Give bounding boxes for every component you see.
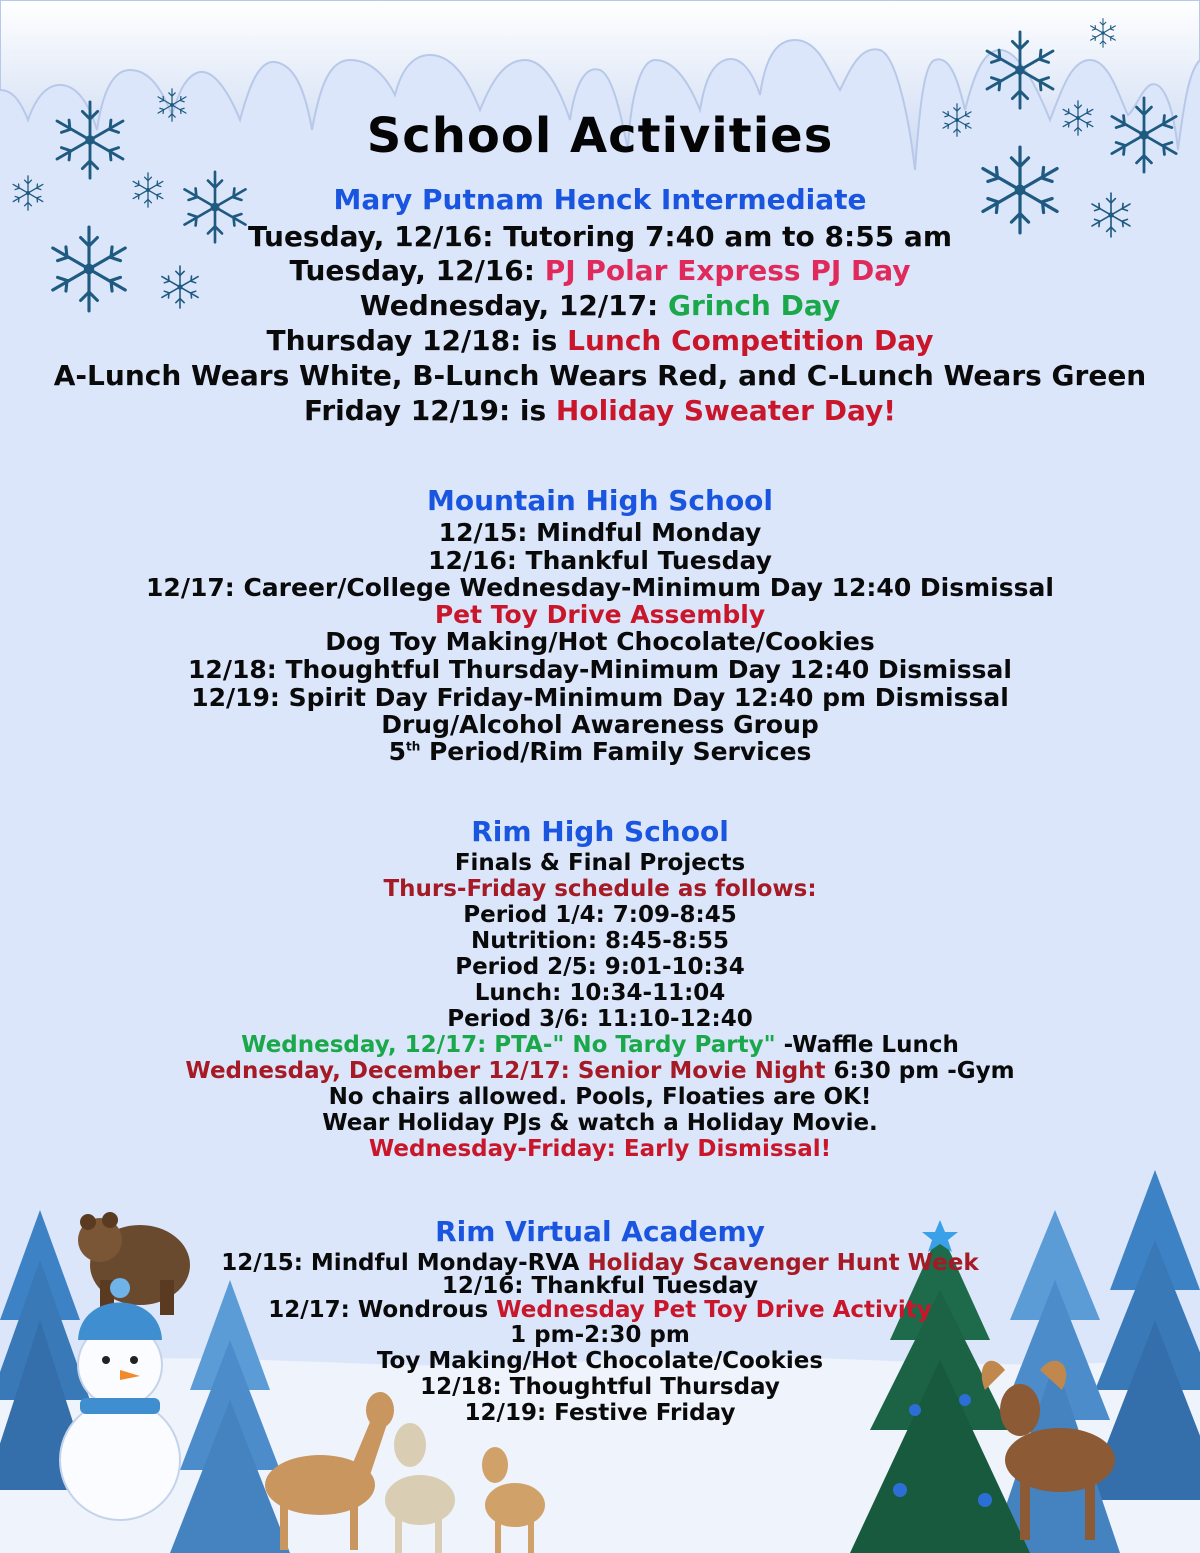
list-item: 12/15: Mindful Monday <box>438 518 762 547</box>
list-item: 12/18: Thoughtful Thursday-Minimum Day 12:40 Dismissal <box>188 655 1012 684</box>
list-item: Period 2/5: 9:01-10:34 <box>455 954 745 980</box>
list-item: 12/16: Thankful Tuesday <box>441 1273 759 1299</box>
list-item: 1 pm-2:30 pm <box>510 1322 690 1348</box>
list-item: Toy Making/Hot Chocolate/Cookies <box>376 1348 824 1374</box>
page-title: School Activities <box>366 108 834 164</box>
snowflake-icon <box>1088 18 1118 48</box>
list-item: 5th Period/Rim Family Services <box>388 737 812 766</box>
list-item: 12/15: Mindful Monday-RVA Holiday Scavenger Hunt Week <box>221 1250 979 1276</box>
snowflake-icon <box>980 30 1060 110</box>
section-heading-mhs: Mountain High School <box>426 484 774 517</box>
list-item: Wednesday-Friday: Early Dismissal! <box>368 1136 832 1162</box>
list-item: 12/19: Festive Friday <box>464 1400 736 1426</box>
list-item: Drug/Alcohol Awareness Group <box>381 710 819 739</box>
list-item: Wear Holiday PJs & watch a Holiday Movie. <box>322 1110 878 1136</box>
list-item: Pet Toy Drive Assembly <box>434 600 766 629</box>
section-heading-rhs: Rim High School <box>471 815 729 848</box>
list-item: 12/19: Spirit Day Friday-Minimum Day 12:40 pm Dismissal <box>191 683 1009 712</box>
list-item: Tuesday, 12/16: Tutoring 7:40 am to 8:55 am <box>247 220 952 253</box>
list-item: Period 1/4: 7:09-8:45 <box>463 902 737 928</box>
list-item: 12/16: Thankful Tuesday <box>428 546 772 575</box>
list-item: Wednesday, 12/17: PTA-" No Tardy Party" -Waffle Lunch <box>241 1032 959 1058</box>
list-item: Tuesday, 12/16: PJ Polar Express PJ Day <box>289 254 911 287</box>
list-item: Wednesday, December 12/17: Senior Movie Night 6:30 pm -Gym <box>185 1058 1015 1084</box>
list-item: 12/18: Thoughtful Thursday <box>420 1374 780 1400</box>
list-item: Wednesday, 12/17: Grinch Day <box>359 289 841 322</box>
list-item: 12/17: Wondrous Wednesday Pet Toy Drive Activity <box>268 1297 932 1323</box>
list-item: Nutrition: 8:45-8:55 <box>470 928 730 954</box>
list-item: Period 3/6: 11:10-12:40 <box>447 1006 753 1032</box>
list-item: Thursday 12/18: is Lunch Competition Day <box>266 324 934 357</box>
list-item: Thurs-Friday schedule as follows: <box>383 876 817 902</box>
section-heading-rva: Rim Virtual Academy <box>435 1215 765 1248</box>
list-item: Friday 12/19: is Holiday Sweater Day! <box>303 394 897 427</box>
list-item: 12/17: Career/College Wednesday-Minimum Day 12:40 Dismissal <box>146 573 1054 602</box>
list-item: Finals & Final Projects <box>454 850 746 876</box>
list-item: No chairs allowed. Pools, Floaties are OK! <box>328 1084 872 1110</box>
list-item: A-Lunch Wears White, B-Lunch Wears Red, and C-Lunch Wears Green <box>53 359 1147 392</box>
section-heading-mph: Mary Putnam Henck Intermediate <box>333 183 867 216</box>
list-item: Lunch: 10:34-11:04 <box>474 980 726 1006</box>
list-item: Dog Toy Making/Hot Chocolate/Cookies <box>325 627 875 656</box>
